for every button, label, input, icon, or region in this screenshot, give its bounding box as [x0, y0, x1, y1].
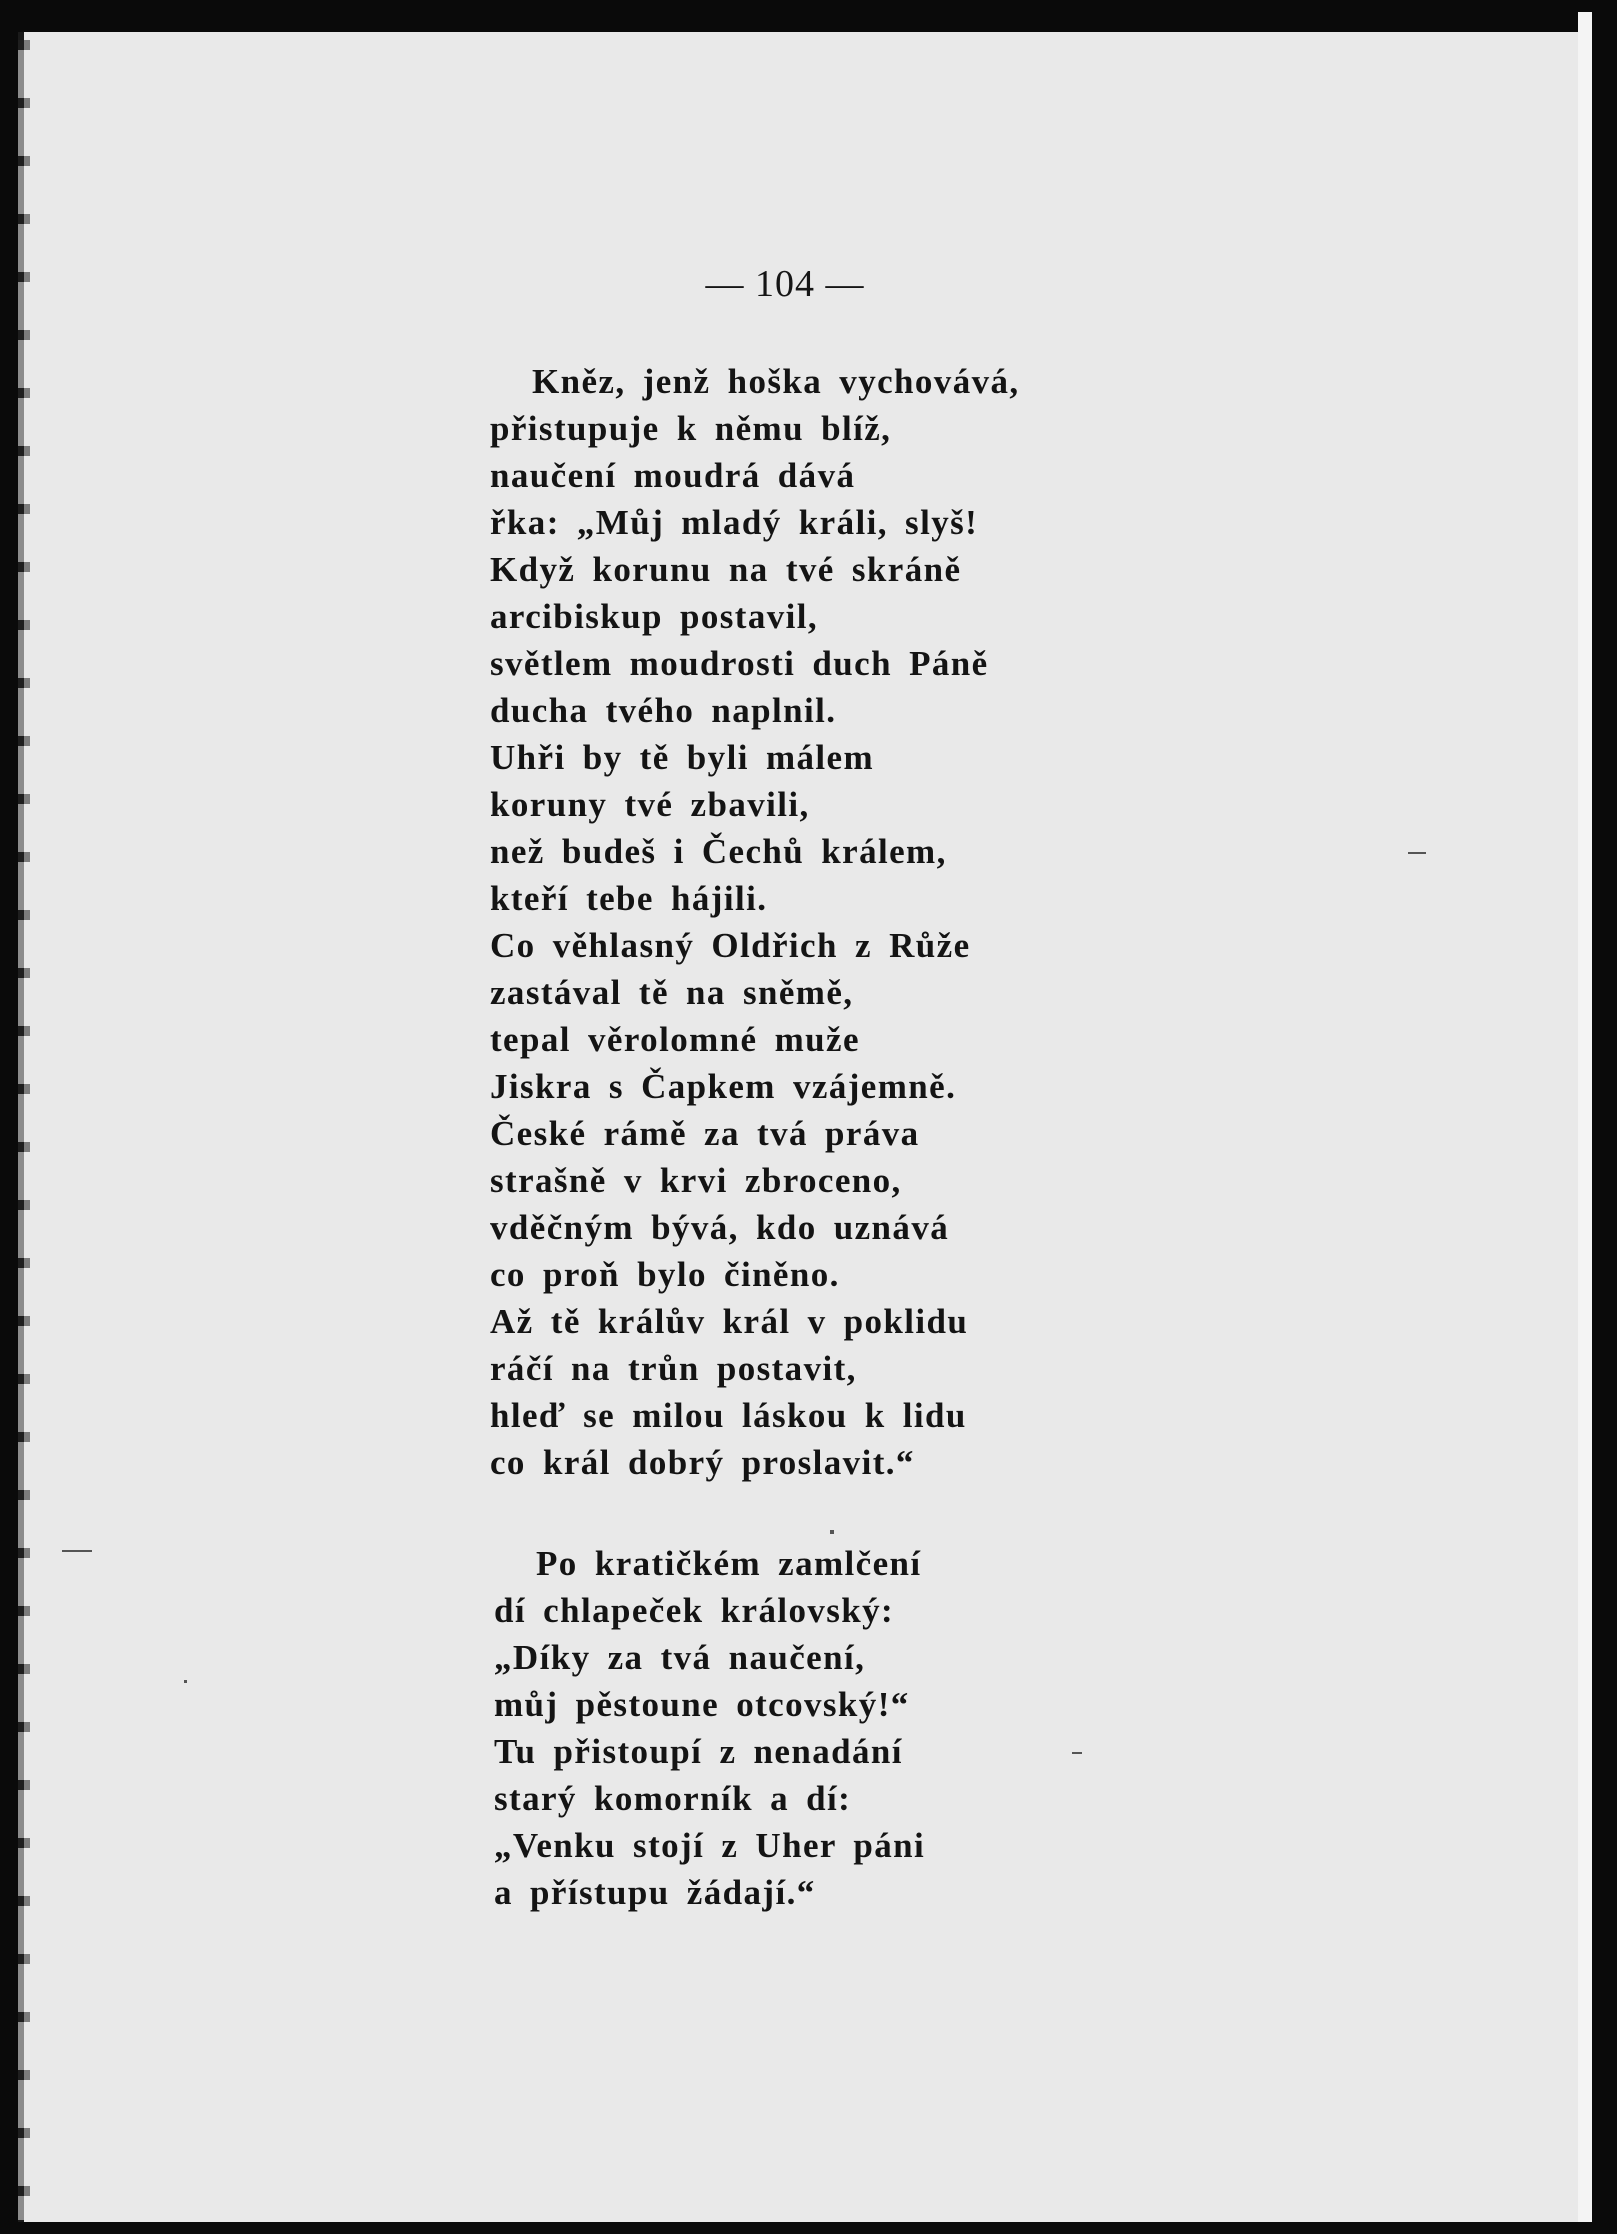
poem-line: strašně v krvi zbroceno, [490, 1161, 902, 1200]
poem-line: Až tě králův král v poklidu [490, 1302, 969, 1341]
poem-line: a přístupu žádají.“ [494, 1873, 816, 1912]
poem-line: co proň bylo činěno. [490, 1255, 840, 1294]
poem-line: Kněz, jenž hoška vychovává, [532, 362, 1020, 401]
poem-line: Tu přistoupí z nenadání [494, 1732, 903, 1771]
poem-line: „Venku stojí z Uher páni [494, 1826, 926, 1865]
poem-line: České rámě za tvá práva [490, 1114, 920, 1153]
poem-line: hleď se milou láskou k lidu [490, 1396, 967, 1435]
poem-line: můj pěstoune otcovský!“ [494, 1685, 910, 1724]
page-number: — 104 — [705, 263, 865, 305]
poem-line: ducha tvého naplnil. [490, 691, 837, 730]
scan-speck [62, 1550, 92, 1552]
poem-line: Uhři by tě byli málem [490, 738, 875, 777]
poem-line: řka: „Můj mladý králi, slyš! [490, 503, 979, 542]
page-edge [1578, 12, 1592, 2222]
poem-line: tepal věrolomné muže [490, 1020, 860, 1059]
poem-line: Jiskra s Čapkem vzájemně. [490, 1067, 957, 1106]
poem-stanza-1 [490, 358, 1020, 1486]
scan-speck [830, 1530, 834, 1534]
scan-speck [184, 1680, 187, 1683]
poem-stanza-2 [494, 1540, 925, 1916]
poem-line: zastával tě na sněmě, [490, 973, 854, 1012]
poem-line: dí chlapeček královský: [494, 1591, 895, 1630]
binding-edge [18, 40, 30, 2220]
scan-speck [1072, 1752, 1082, 1754]
poem-line: starý komorník a dí: [494, 1779, 852, 1818]
poem-line: koruny tvé zbavili, [490, 785, 810, 824]
poem-line: kteří tebe hájili. [490, 879, 768, 918]
poem-line: arcibiskup postavil, [490, 597, 819, 636]
poem-line: co král dobrý proslavit.“ [490, 1443, 915, 1482]
poem-line: Když korunu na tvé skráně [490, 550, 962, 589]
poem-line: naučení moudrá dává [490, 456, 856, 495]
poem-line: ráčí na trůn postavit, [490, 1349, 857, 1388]
poem-line: než budeš i Čechů králem, [490, 832, 947, 871]
poem-line: Po kratičkém zamlčení [536, 1544, 922, 1583]
poem-line: přistupuje k němu blíž, [490, 409, 892, 448]
poem-line: Co věhlasný Oldřich z Růže [490, 926, 971, 965]
poem-line: vděčným bývá, kdo uznává [490, 1208, 950, 1247]
scan-speck [1408, 852, 1426, 854]
poem-line: světlem moudrosti duch Páně [490, 644, 989, 683]
poem-line: „Díky za tvá naučení, [494, 1638, 866, 1677]
